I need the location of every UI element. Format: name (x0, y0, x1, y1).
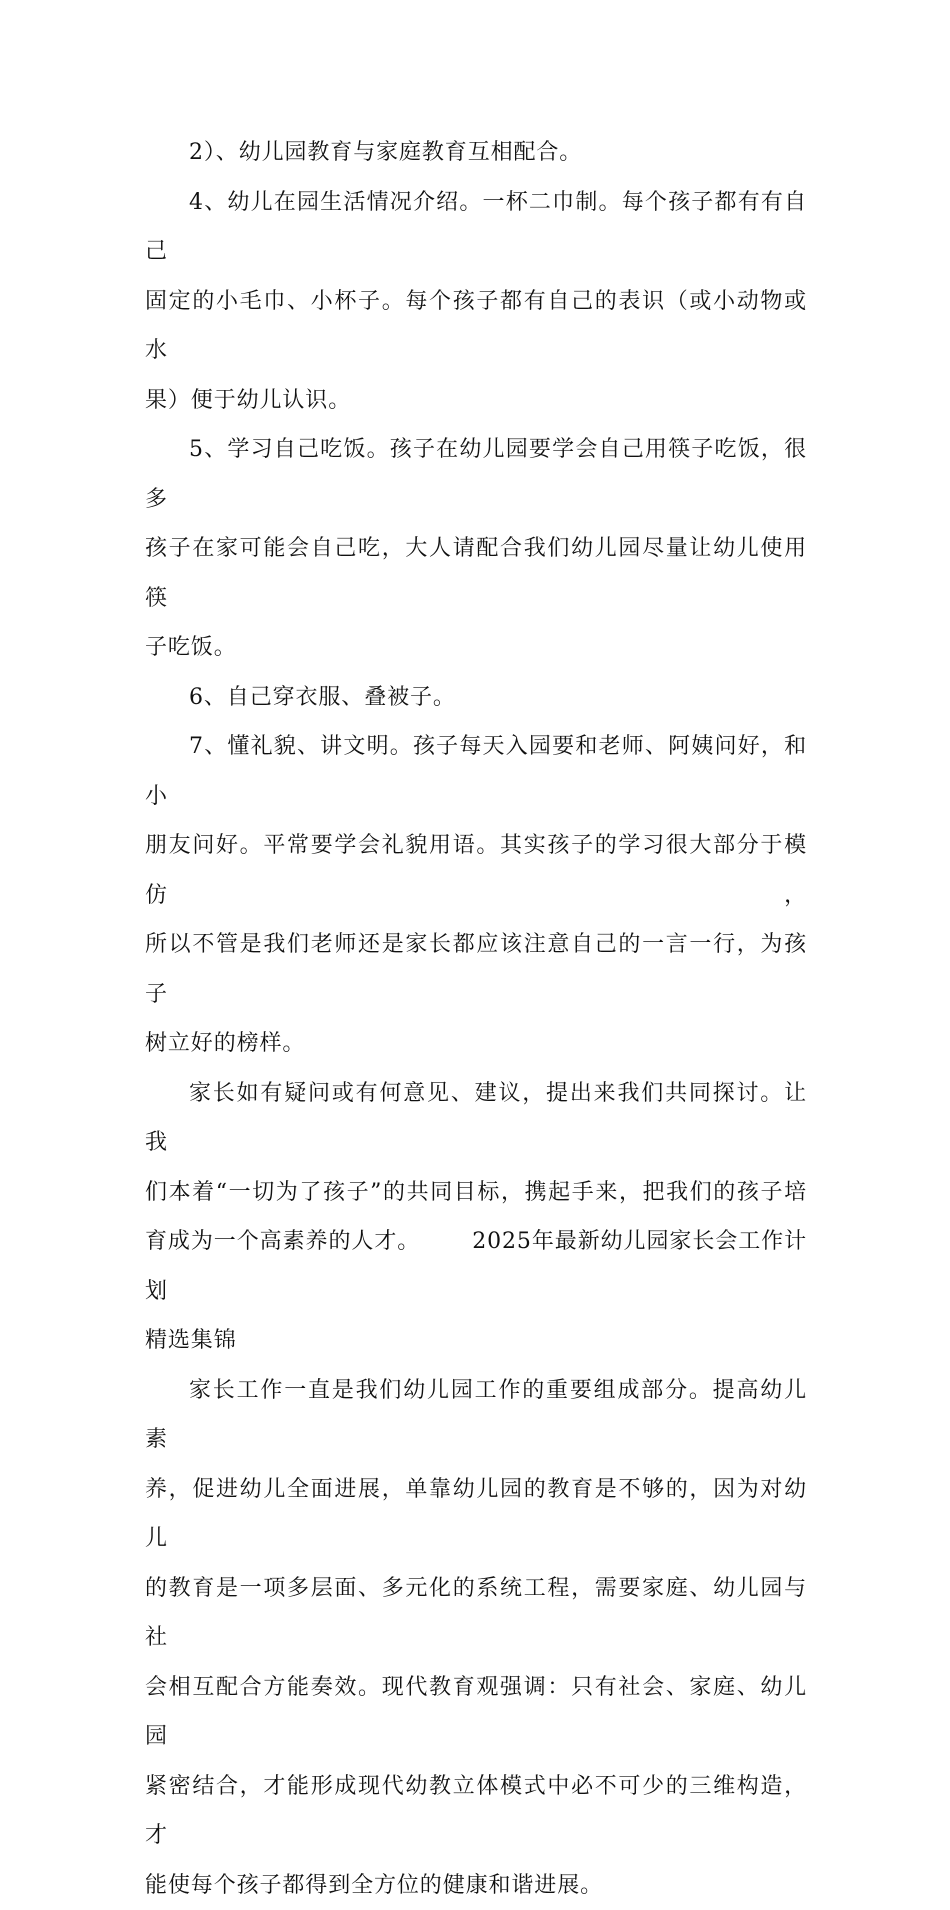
text-line: 7、懂礼貌、讲文明。孩子每天入园要和老师、阿姨问好，和小 (145, 722, 807, 821)
text-line: 朋友问好。平常要学会礼貌用语。其实孩子的学习很大部分于模仿， (145, 821, 807, 920)
text-line: 固定的小毛巾、小杯子。每个孩子都有自己的表识（或小动物或水 (145, 277, 807, 376)
paragraph-dressing (145, 673, 807, 723)
text-line: 孩子在家可能会自己吃，大人请配合我们幼儿园尽量让幼儿使用筷 (145, 524, 807, 623)
text-line: 能使每个孩子都得到全方位的健康和谐进展。 (145, 1861, 807, 1910)
text-line: 子吃饭。 (145, 623, 807, 673)
text-line: 养，促进幼儿全面进展，单靠幼儿园的教育是不够的，因为对幼儿 (145, 1465, 807, 1564)
document-body (145, 128, 807, 1910)
embedded-heading: 2025年最新幼儿园家长会工作计划 (145, 1229, 807, 1304)
text-line: 2）、幼儿园教育与家庭教育互相配合。 (145, 128, 807, 178)
text-line: 家长如有疑问或有何意见、建议，提出来我们共同探讨。让我 (145, 1069, 807, 1168)
text-line: 树立好的榜样。 (145, 1019, 807, 1069)
text-line: 紧密结合，才能形成现代幼教立体模式中必不可少的三维构造，才 (145, 1762, 807, 1861)
paragraph-manners (145, 722, 807, 1069)
paragraph-eating (145, 425, 807, 673)
text-line: 果）便于幼儿认识。 (145, 376, 807, 426)
text-fragment: 育成为一个高素养的人才。 (145, 1229, 420, 1254)
text-line: 6、自己穿衣服、叠被子。 (145, 673, 807, 723)
text-line: 会相互配合方能奏效。现代教育观强调：只有社会、家庭、幼儿园 (145, 1663, 807, 1762)
embedded-heading-tail: 精选集锦 (145, 1316, 807, 1366)
paragraph-home-cooperation (145, 128, 807, 178)
paragraph-daily-life (145, 178, 807, 426)
paragraph-parent-feedback (145, 1069, 807, 1366)
paragraph-parent-work (145, 1366, 807, 1910)
text-line: 所以不管是我们老师还是家长都应该注意自己的一言一行，为孩子 (145, 920, 807, 1019)
text-line: 4、幼儿在园生活情况介绍。一杯二巾制。每个孩子都有有自己 (145, 178, 807, 277)
text-line-with-heading (145, 1217, 807, 1316)
text-line: 5、学习自己吃饭。孩子在幼儿园要学会自己用筷子吃饭，很多 (145, 425, 807, 524)
text-line: 家长工作一直是我们幼儿园工作的重要组成部分。提高幼儿素 (145, 1366, 807, 1465)
text-line: 的教育是一项多层面、多元化的系统工程，需要家庭、幼儿园与社 (145, 1564, 807, 1663)
text-line: 们本着“一切为了孩子”的共同目标，携起手来，把我们的孩子培 (145, 1168, 807, 1218)
